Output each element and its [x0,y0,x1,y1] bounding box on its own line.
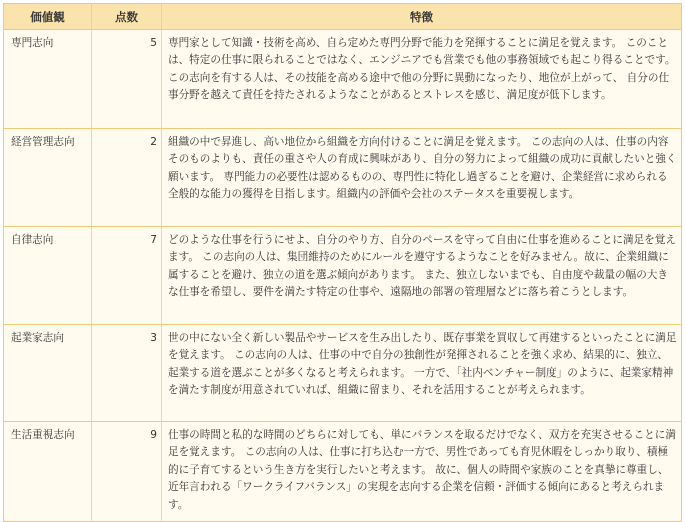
value-cell: 専門志向 [4,30,92,129]
values-table-container [3,3,681,522]
table-row [4,30,682,129]
score-cell: 3 [92,325,162,422]
header-value: 価値観 [4,4,92,30]
table-row [4,227,682,325]
score-cell: 5 [92,30,162,129]
feature-cell: どのような仕事を行うにせよ、自分のやり方、自分のペースを守って自由に仕事を進めることに満足を覚えます。 この志向の人は、集団維持のためにルールを遵守するようなことを好みません。故に、企業組織に属することを避け、独立の道を選ぶ傾向があります。 また、独立しないまでも、自由度や裁量の幅の大きな仕事を希望し、要件を満たす特定の仕事や、遠隔地の部署の管理層などに落ち着こうとします。 [162,227,682,325]
feature-cell: 専門家として知識・技術を高め、自ら定めた専門分野で能力を発揮することに満足を覚えます。 このことは、特定の仕事に限られることではなく、エンジニアでも営業でも他の事務領域でも起こり得ることです。 この志向を有する人は、その技能を高める途中で他の分野に異動になったり、地位が上がって、 自分の仕事分野を越えて責任を持たされるようなことがあるとストレスを感じ、満足度が低下します。 [162,30,682,129]
value-cell: 起業家志向 [4,325,92,422]
values-table [3,3,682,522]
value-cell: 生活重視志向 [4,422,92,522]
table-row [4,325,682,422]
score-cell: 9 [92,422,162,522]
score-cell: 2 [92,129,162,227]
score-cell: 7 [92,227,162,325]
table-row [4,422,682,522]
header-score: 点数 [92,4,162,30]
value-cell: 自律志向 [4,227,92,325]
feature-cell: 仕事の時間と私的な時間のどちらに対しても、単にバランスを取るだけでなく、双方を充実させることに満足を覚えます。 この志向の人は、仕事に打ち込む一方で、男性であっても育児休暇をしっかり取り、積極的に子育てするという生き方を実行したいと考えます。 故に、個人の時間や家族のことを真摯に尊重し、近年言われる「ワークライフバランス」の実現を志向する企業を信頼・評価する傾向にあると考えられます。 [162,422,682,522]
header-feature: 特徴 [162,4,682,30]
feature-cell: 組織の中で昇進し、高い地位から組織を方向付けることに満足を覚えます。 この志向の人は、仕事の内容そのものよりも、責任の重さや人の育成に興味があり、自分の努力によって組織の成功に貢献したいと強く願います。 専門能力の必要性は認めるものの、専門性に特化し過ぎることを避け、企業経営に求められる全般的な能力の獲得を目指します。組織内の評価や会社のステータスを重要視します。 [162,129,682,227]
header-row [4,4,682,30]
feature-cell: 世の中にない全く新しい製品やサービスを生み出したり、既存事業を買収して再建するといったことに満足を覚えます。 この志向の人は、仕事の中で自分の独創性が発揮されることを強く求め、結果的に、独立、起業する道を選ぶことが多くなると考えられます。 一方で、「社内ベンチャー制度」のように、起業家精神を満たす制度が用意されていれば、組織に留まり、それを活用することが考えられます。 [162,325,682,422]
table-row [4,129,682,227]
value-cell: 経営管理志向 [4,129,92,227]
